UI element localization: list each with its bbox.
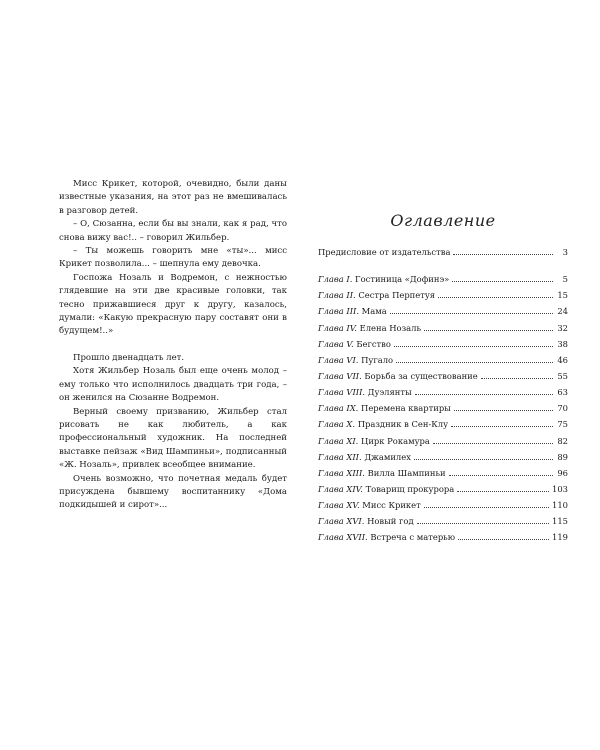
toc-entry xyxy=(318,529,568,545)
toc-entry-chapter-number: Глава VI. xyxy=(318,354,359,365)
toc-entry-title: Новый год xyxy=(367,516,414,527)
paragraph: – О, Сюзанна, если бы вы знали, как я рад, что снова вижу вас!.. – говорил Жильбер. xyxy=(59,219,287,243)
toc-entry-title: Борьба за существование xyxy=(364,370,478,381)
paragraph: Мисс Крикет, которой, очевидно, были даны известные указания, на этот раз не вмешивалась в разговор детей. xyxy=(59,179,287,216)
toc-entry-page: 75 xyxy=(557,419,568,430)
toc-entry xyxy=(318,465,568,481)
toc-leader-dots xyxy=(417,523,549,524)
toc-entry-chapter-number: Глава IX. xyxy=(318,403,359,414)
toc-leader-dots xyxy=(449,475,553,476)
toc-entry xyxy=(318,271,568,287)
toc-entry-chapter-number: Глава VIII. xyxy=(318,387,366,398)
toc-entry-chapter-number: Глава XI. xyxy=(318,435,359,446)
toc-leader-dots xyxy=(457,491,549,492)
toc-entry-title: Вилла Шампиньи xyxy=(367,467,446,478)
toc-entry-page: 82 xyxy=(557,435,568,446)
toc-leader-dots xyxy=(454,410,553,411)
toc-entry xyxy=(318,303,568,319)
toc-entry-page: 38 xyxy=(557,338,568,349)
toc-entry-chapter-number: Глава XIV. xyxy=(318,483,363,494)
toc-leader-dots xyxy=(424,330,553,331)
toc-entry-page: 70 xyxy=(557,403,568,414)
toc-entry-title: Праздник в Сен-Клу xyxy=(357,419,449,430)
toc-leader-dots xyxy=(438,297,553,298)
toc-entry-title: Предисловие от издательства xyxy=(318,247,451,257)
paragraph: Госпожа Нозаль и Водремон, с нежностью глядевшие на эти две красивые головки, так тесно прижавшиеся друг к другу, казалось, думали: «Какую прекрасную пару составят они в будущем!..» xyxy=(59,272,287,337)
toc-entry xyxy=(318,513,568,529)
toc-entry xyxy=(318,400,568,416)
toc-entry-preface xyxy=(318,244,568,260)
toc-entry-chapter-number: Глава VII. xyxy=(318,370,362,381)
toc-entry-title: Пугало xyxy=(361,354,394,365)
toc-entry-chapter-number: Глава V. xyxy=(318,338,354,349)
toc-entry-page: 110 xyxy=(552,500,568,511)
toc-entry-page: 119 xyxy=(552,532,568,543)
toc-entry-chapter-number: Глава XVII. xyxy=(318,532,368,543)
toc-leader-dots xyxy=(452,281,553,282)
toc-entry-page: 89 xyxy=(557,451,568,462)
toc-entry-chapter-number: Глава X. xyxy=(318,419,356,430)
toc-entry-page: 24 xyxy=(557,306,568,317)
toc-leader-dots xyxy=(451,426,553,427)
toc-entry-chapter-number: Глава II. xyxy=(318,290,356,301)
paragraph: Хотя Жильбер Нозаль был еще очень молод – ему только что исполнилось двадцать три года, – он женился на Сюзанне Водремон. xyxy=(59,366,287,404)
toc-entry-title: Мама xyxy=(361,306,387,317)
toc-entry-title: Мисс Крикет xyxy=(362,500,421,511)
toc-entry-title: Перемена квартиры xyxy=(361,403,451,414)
toc-entry-page: 115 xyxy=(552,516,568,527)
toc-leader-dots xyxy=(390,313,553,314)
section-gap xyxy=(59,339,287,352)
toc-entry-page: 96 xyxy=(557,467,568,478)
toc-entry-page: 15 xyxy=(557,290,568,301)
toc-leader-dots xyxy=(415,394,553,395)
toc-entry-page: 3 xyxy=(562,247,568,257)
toc-entry-page: 103 xyxy=(552,483,568,494)
paragraph: – Ты можешь говорить мне «ты»... мисс Крикет позволила... – шепнула ему девочка. xyxy=(59,246,287,270)
toc-entry xyxy=(318,336,568,352)
toc-entry-title: Дуэлянты xyxy=(367,387,412,398)
toc-entry-title: Гостиница «Дофинэ» xyxy=(355,274,450,285)
toc-leader-dots xyxy=(458,539,549,540)
toc-entry-page: 46 xyxy=(557,354,568,365)
toc-entry xyxy=(318,384,568,400)
toc-entry-title: Товарищ прокурора xyxy=(365,483,455,494)
toc-entry-title: Цирк Рокамура xyxy=(361,435,430,446)
paragraph: Верный своему призванию, Жильбер стал рисовать не как любитель, а как профессиональный художник. На последней выставке пейзаж «Вид Шампиньи», подписанный «Ж. Нозаль», привлек всеобщее внимание. xyxy=(59,406,287,471)
toc-entry xyxy=(318,433,568,449)
toc-entry-page: 5 xyxy=(562,274,568,285)
toc-entry-page: 32 xyxy=(557,322,568,333)
toc-entry xyxy=(318,368,568,384)
toc-entry xyxy=(318,287,568,303)
toc-entry-title: Елена Нозаль xyxy=(359,322,422,333)
toc-entry xyxy=(318,449,568,465)
toc-entry-chapter-number: Глава I. xyxy=(318,274,353,285)
toc-leader-dots xyxy=(433,443,553,444)
toc-leader-dots xyxy=(394,346,553,347)
toc-entry-page: 55 xyxy=(557,370,568,381)
toc-entry xyxy=(318,481,568,497)
paragraph: Очень возможно, что почетная медаль будет присуждена бывшему воспитаннику «Дома подкидышей и сирот»... xyxy=(59,473,287,511)
toc-entry-chapter-number: Глава XIII. xyxy=(318,467,365,478)
toc-entry xyxy=(318,416,568,432)
paragraph: Прошло двенадцать лет. xyxy=(73,352,185,363)
toc-leader-dots xyxy=(414,459,553,460)
toc-leader-dots xyxy=(453,254,553,255)
toc-entry-chapter-number: Глава XV. xyxy=(318,500,360,511)
toc-entry xyxy=(318,352,568,368)
toc-entry-chapter-number: Глава III. xyxy=(318,306,359,317)
toc-entry-page: 63 xyxy=(557,387,568,398)
toc-entry-title: Джамилех xyxy=(364,451,411,462)
toc-chapter-list xyxy=(318,271,568,545)
table-of-contents xyxy=(318,244,568,546)
toc-entry-title: Бегство xyxy=(356,338,391,349)
toc-entry xyxy=(318,497,568,513)
toc-entry-title: Сестра Перпетуя xyxy=(358,290,436,301)
toc-leader-dots xyxy=(396,362,553,363)
left-page-text xyxy=(59,178,287,513)
toc-entry-title: Встреча с матерью xyxy=(370,532,456,543)
toc-entry-chapter-number: Глава IV. xyxy=(318,322,357,333)
toc-entry xyxy=(318,320,568,336)
toc-entry-chapter-number: Глава XII. xyxy=(318,451,362,462)
toc-entry-chapter-number: Глава XVI. xyxy=(318,516,365,527)
toc-leader-dots xyxy=(481,378,553,379)
toc-leader-dots xyxy=(424,507,549,508)
toc-title: Оглавление xyxy=(390,211,496,230)
